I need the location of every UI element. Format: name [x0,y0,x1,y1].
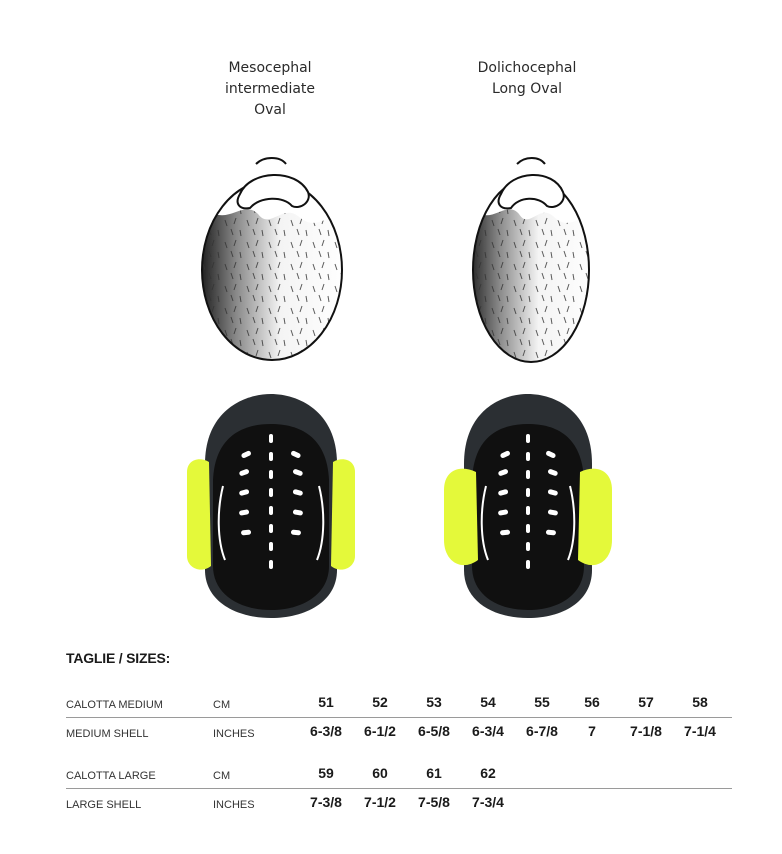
size-row-calotta-large [66,761,732,791]
size-value: 61 [426,765,442,781]
sizes-title: TAGLIE / SIZES: [66,650,171,666]
row-divider [66,788,732,789]
head-label-line: Mesocephal [228,60,312,76]
row-unit: INCHES [213,728,255,740]
head-label-line: intermediate [224,81,316,97]
head-label-line: Long Oval [491,81,563,97]
size-value: 7-5/8 [418,794,450,810]
head-shape-mesocephal-illustration [200,150,346,370]
size-value: 7 [588,723,596,739]
helmet-shell-large-illustration [442,390,614,622]
helmet-shell-medium-illustration [185,390,357,622]
size-value: 6-1/2 [364,723,396,739]
size-value: 60 [372,765,388,781]
size-value: 56 [584,694,600,710]
size-row-large-shell [66,790,732,820]
head-label-mesocephal [200,58,340,121]
size-value: 53 [426,694,442,710]
row-label: MEDIUM SHELL [66,728,149,740]
row-label: CALOTTA LARGE [66,770,156,782]
size-value: 62 [480,765,496,781]
row-label: LARGE SHELL [66,799,142,811]
size-value: 7-1/2 [364,794,396,810]
size-value: 7-1/4 [684,723,716,739]
size-value: 52 [372,694,388,710]
size-value: 54 [480,694,496,710]
size-row-calotta-medium [66,690,732,720]
size-value: 6-5/8 [418,723,450,739]
head-label-line: Oval [254,102,286,118]
row-divider [66,717,732,718]
size-value: 7-1/8 [630,723,662,739]
size-value: 57 [638,694,654,710]
size-value: 59 [318,765,334,781]
size-value: 51 [318,694,334,710]
head-label-dolichocephal [457,58,597,100]
size-row-medium-shell [66,719,732,749]
row-unit: INCHES [213,799,255,811]
head-shape-dolichocephal-illustration [467,150,597,370]
size-value: 55 [534,694,550,710]
size-value: 58 [692,694,708,710]
size-value: 7-3/8 [310,794,342,810]
row-unit: CM [213,699,231,711]
row-unit: CM [213,770,231,782]
head-label-line: Dolichocephal [477,60,577,76]
size-value: 7-3/4 [472,794,504,810]
size-value: 6-3/4 [472,723,504,739]
size-value: 6-7/8 [526,723,558,739]
row-label: CALOTTA MEDIUM [66,699,163,711]
size-value: 6-3/8 [310,723,342,739]
